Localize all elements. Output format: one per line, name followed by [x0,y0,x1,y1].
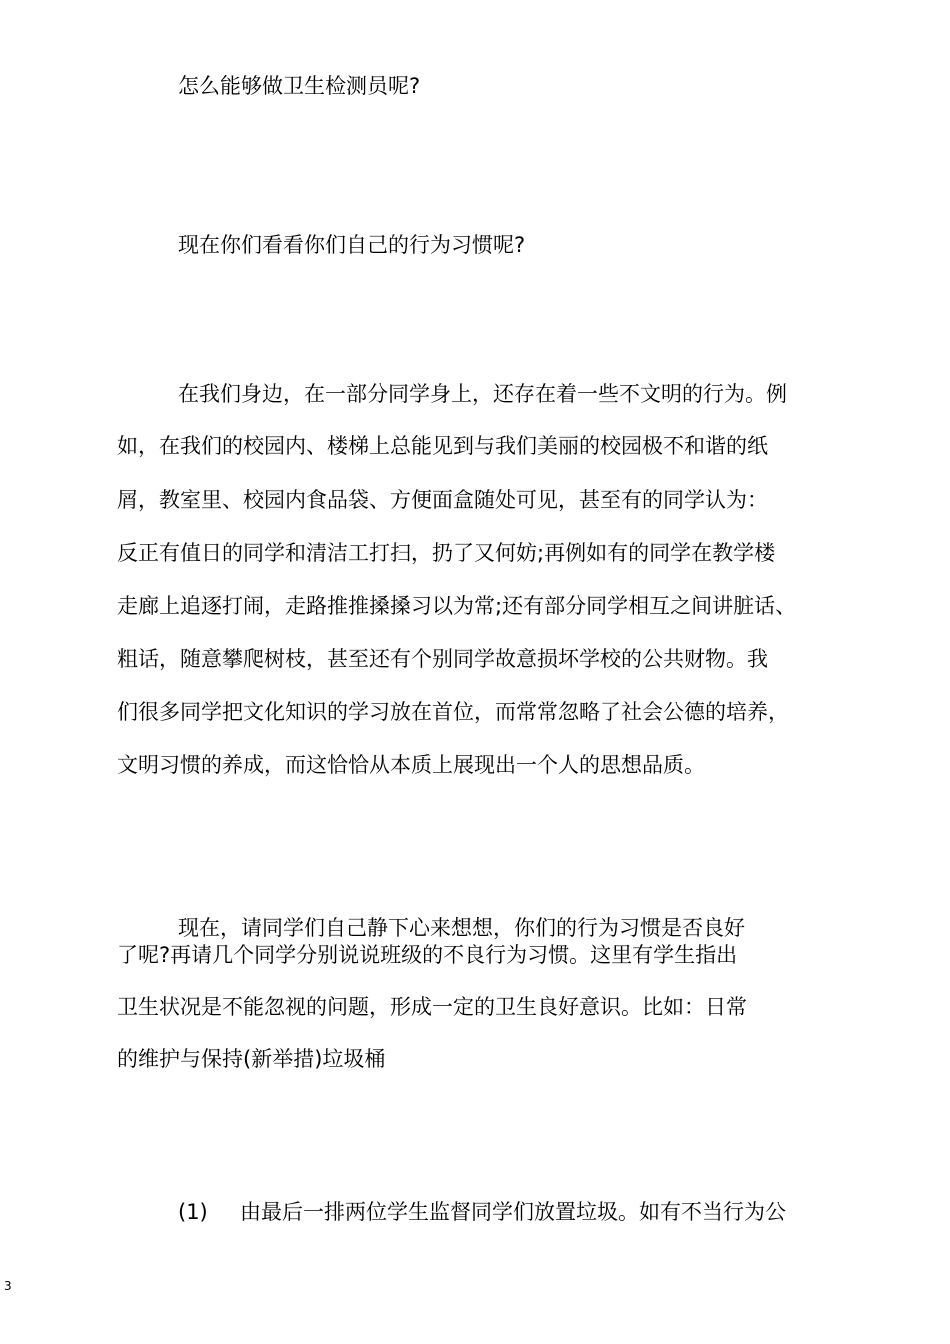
text-line: 如，在我们的校园内、楼梯上总能见到与我们美丽的校园极不和谐的纸 [117,434,768,458]
text-line: 怎么能够做卫生检测员呢? [178,74,421,98]
text-line: 们很多同学把文化知识的学习放在首位，而常常忽略了社会公德的培养， [117,700,789,724]
list-marker: (1) [178,1200,208,1224]
text-line: 现在，请同学们自己静下心来想想，你们的行为习惯是否良好 [178,916,745,940]
text-line: 屑，教室里、校园内食品袋、方便面盒随处可见，甚至有的同学认为： [117,488,768,512]
text-line: 在我们身边，在一部分同学身上，还存在着一些不文明的行为。例 [178,382,787,406]
page-number: 3 [4,1279,12,1293]
text-line: 现在你们看看你们自己的行为习惯呢? [178,233,526,257]
text-line: 粗话，随意攀爬树枝，甚至还有个别同学故意损坏学校的公共财物。我 [117,647,768,671]
text-line: 的维护与保持(新举措)垃圾桶 [117,1047,386,1071]
text-line: 由最后一排两位学生监督同学们放置垃圾。如有不当行为公 [240,1200,786,1224]
text-line: 反正有值日的同学和清洁工打扫，扔了又何妨;再例如有的同学在教学楼 [117,541,776,565]
text-line: 了呢?再请几个同学分别说说班级的不良行为习惯。这里有学生指出 [117,943,738,967]
text-line: 走廊上追逐打闹，走路推推搡搡习以为常;还有部分同学相互之间讲脏话、 [117,594,797,618]
text-line: 卫生状况是不能忽视的问题，形成一定的卫生良好意识。比如：日常 [117,995,747,1019]
text-line: 文明习惯的养成，而这恰恰从本质上展现出一个人的思想品质。 [117,753,705,777]
